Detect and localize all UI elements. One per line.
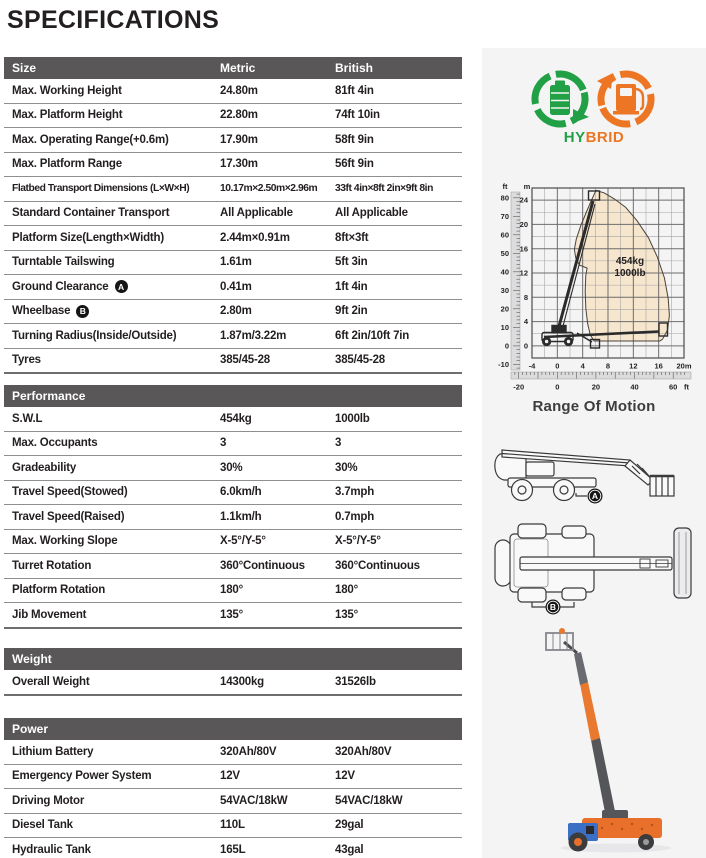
metric-value: 454kg — [220, 412, 252, 425]
spec-label: Tyres — [12, 354, 41, 367]
british-value: 1ft 4in — [335, 280, 368, 293]
product-photo — [494, 620, 694, 856]
weight-table-header — [4, 648, 462, 670]
chart-caption: Range Of Motion — [532, 398, 656, 415]
metric-value: 3 — [220, 437, 227, 450]
metric-value: 1.87m/3.22m — [220, 329, 287, 342]
metric-value: 2.80m — [220, 305, 252, 318]
side-view-diagram — [490, 438, 698, 514]
spec-label: Overall Weight — [12, 675, 90, 688]
spec-label: Turning Radius(Inside/Outside) — [12, 329, 177, 342]
weight-table — [4, 648, 462, 696]
table-row — [4, 670, 462, 696]
table-row — [4, 324, 462, 349]
svg-text:-10: -10 — [498, 359, 509, 369]
svg-text:50: 50 — [500, 248, 509, 258]
british-value: 1000lb — [335, 412, 370, 425]
svg-text:ft: ft — [502, 182, 508, 191]
svg-text:8: 8 — [523, 292, 528, 302]
spec-label: Travel Speed(Stowed) — [12, 486, 128, 499]
metric-value: 30% — [220, 461, 243, 474]
british-value: 360°Continuous — [335, 559, 420, 572]
spec-label: Wheelbase — [12, 305, 71, 318]
power-table — [4, 718, 462, 858]
spec-label: Turret Rotation — [12, 559, 92, 572]
metric-value: All Applicable — [220, 207, 293, 220]
spec-label: Platform Size(Length×Width) — [12, 231, 164, 244]
british-value: 30% — [335, 461, 358, 474]
marker-a — [588, 489, 603, 504]
spec-label: Max. Working Height — [12, 84, 122, 97]
page-title: SPECIFICATIONS — [7, 6, 220, 34]
metric-value: 12V — [220, 770, 240, 783]
table-row — [4, 407, 462, 432]
table-row — [4, 554, 462, 579]
hybrid-label — [564, 129, 625, 146]
svg-text:40: 40 — [630, 382, 639, 392]
spec-label: Max. Platform Height — [12, 109, 123, 122]
spec-label: Jib Movement — [12, 608, 87, 621]
section-title: Performance — [12, 389, 86, 403]
svg-text:20: 20 — [519, 220, 528, 230]
svg-text:20: 20 — [591, 382, 601, 392]
svg-text:m: m — [523, 182, 531, 191]
table-row — [4, 275, 462, 300]
british-value: 81ft 4in — [335, 84, 374, 97]
british-value: 3 — [335, 437, 342, 450]
spec-label: Travel Speed(Raised) — [12, 510, 125, 523]
boom-illustration — [546, 628, 618, 828]
section-title: Size — [12, 61, 37, 75]
metric-value: 14300kg — [220, 675, 264, 688]
fuel-pump-icon — [613, 84, 643, 115]
svg-text:12: 12 — [519, 268, 528, 278]
metric-value: 385/45-28 — [220, 354, 270, 367]
svg-text:-4: -4 — [528, 361, 536, 371]
british-value: 3.7mph — [335, 486, 375, 499]
svg-text:12: 12 — [629, 361, 638, 371]
metric-value: 180° — [220, 584, 243, 597]
svg-text:4: 4 — [523, 317, 528, 327]
performance-table-header — [4, 385, 462, 407]
svg-text:4: 4 — [580, 361, 585, 371]
british-value: 58ft 9in — [335, 133, 374, 146]
metric-value: 54VAC/18kW — [220, 794, 288, 807]
british-value: 135° — [335, 608, 358, 621]
table-row — [4, 838, 462, 858]
svg-text:0: 0 — [555, 382, 560, 392]
spec-label: Flatbed Transport Dimensions (L×W×H) — [12, 183, 190, 195]
table-row — [4, 153, 462, 178]
british-value: 0.7mph — [335, 510, 375, 523]
metric-value: 6.0km/h — [220, 486, 262, 499]
svg-text:B: B — [549, 602, 557, 613]
metric-value: 110L — [220, 819, 245, 832]
range-of-motion-chart — [482, 180, 706, 392]
metric-value: 10.17m×2.50m×2.96m — [220, 183, 318, 195]
table-row — [4, 79, 462, 104]
svg-text:0: 0 — [555, 361, 560, 371]
spec-label: Ground Clearance — [12, 280, 109, 293]
spec-label: Max. Platform Range — [12, 158, 122, 171]
svg-text:8: 8 — [605, 361, 611, 371]
power-table-header — [4, 718, 462, 740]
performance-table — [4, 385, 462, 629]
metric-value: 135° — [220, 608, 243, 621]
table-row — [4, 765, 462, 790]
metric-value: 2.44m×0.91m — [220, 231, 290, 244]
metric-value: 17.30m — [220, 158, 258, 171]
svg-text:A: A — [591, 491, 599, 502]
svg-text:60: 60 — [500, 230, 509, 240]
spec-label: Max. Working Slope — [12, 535, 118, 548]
top-view-diagram — [490, 516, 698, 616]
british-value: 33ft 4in×8ft 2in×9ft 8in — [335, 183, 433, 195]
british-value: 12V — [335, 770, 355, 783]
table-row — [4, 505, 462, 530]
spec-label: Emergency Power System — [12, 770, 152, 783]
metric-value: 320Ah/80V — [220, 745, 277, 758]
svg-text:-20: -20 — [513, 382, 525, 392]
spec-label: Driving Motor — [12, 794, 85, 807]
metric-value: X-5°/Y-5° — [220, 535, 266, 548]
british-column-header: British — [335, 61, 374, 75]
british-value: 31526lb — [335, 675, 376, 688]
british-value: 54VAC/18kW — [335, 794, 403, 807]
british-value: 43gal — [335, 843, 364, 856]
spec-label: Gradeability — [12, 461, 77, 474]
svg-text:80: 80 — [500, 193, 509, 203]
metric-value: 360°Continuous — [220, 559, 305, 572]
battery-icon — [550, 81, 570, 116]
spec-label: Standard Container Transport — [12, 207, 170, 220]
british-value: X-5°/Y-5° — [335, 535, 381, 548]
british-value: 9ft 2in — [335, 305, 368, 318]
svg-text:10: 10 — [500, 322, 509, 332]
spec-label: Lithium Battery — [12, 745, 94, 758]
table-row — [4, 349, 462, 375]
british-value: 74ft 10in — [335, 109, 380, 122]
metric-value: 1.61m — [220, 256, 252, 269]
metric-value: 0.41m — [220, 280, 252, 293]
metric-value: 165L — [220, 843, 246, 856]
table-row — [4, 789, 462, 814]
circle-b-badge: B — [76, 305, 89, 318]
hybrid-label-brid: BRID — [585, 129, 625, 146]
british-value: 8ft×3ft — [335, 231, 369, 244]
size-table-header — [4, 57, 462, 79]
section-title: Power — [12, 722, 49, 736]
table-row — [4, 740, 462, 765]
british-value: 385/45-28 — [335, 354, 385, 367]
metric-value: 17.90m — [220, 133, 258, 146]
svg-text:16: 16 — [519, 244, 528, 254]
spec-label: Turntable Tailswing — [12, 256, 115, 269]
hybrid-label-hy: HY — [563, 129, 586, 146]
table-row — [4, 481, 462, 506]
table-row — [4, 226, 462, 251]
table-row — [4, 814, 462, 839]
load-capacity-kg-label: 454kg — [615, 256, 645, 267]
table-row — [4, 432, 462, 457]
svg-text:20m: 20m — [676, 361, 692, 371]
svg-text:20: 20 — [500, 304, 509, 314]
svg-text:16: 16 — [654, 361, 663, 371]
table-row — [4, 530, 462, 555]
table-row — [4, 300, 462, 325]
svg-text:24: 24 — [519, 195, 528, 205]
british-value: 6ft 2in/10ft 7in — [335, 329, 410, 342]
table-row — [4, 456, 462, 481]
table-row — [4, 603, 462, 629]
metric-value: 22.80m — [220, 109, 258, 122]
spec-label: S.W.L — [12, 412, 43, 425]
table-row — [4, 251, 462, 276]
table-row — [4, 177, 462, 202]
svg-text:60: 60 — [668, 382, 678, 392]
table-row — [4, 579, 462, 604]
circle-a-badge: A — [115, 280, 128, 293]
svg-text:70: 70 — [500, 211, 509, 221]
table-row — [4, 128, 462, 153]
spec-label: Hydraulic Tank — [12, 843, 91, 856]
svg-text:30: 30 — [500, 285, 509, 295]
spec-label: Diesel Tank — [12, 819, 73, 832]
svg-text:ft: ft — [684, 382, 689, 392]
spec-label: Platform Rotation — [12, 584, 106, 597]
size-table — [4, 57, 462, 374]
metric-column-header: Metric — [220, 61, 256, 75]
side-panel — [482, 48, 706, 858]
spec-label: Max. Occupants — [12, 437, 98, 450]
british-value: 5ft 3in — [335, 256, 368, 269]
spec-label: Max. Operating Range(+0.6m) — [12, 133, 169, 146]
british-value: 56ft 9in — [335, 158, 374, 171]
table-row — [4, 104, 462, 129]
metric-value: 24.80m — [220, 84, 258, 97]
svg-text:40: 40 — [500, 267, 509, 277]
british-value: 29gal — [335, 819, 364, 832]
british-value: 180° — [335, 584, 358, 597]
marker-b — [546, 600, 561, 615]
table-row — [4, 202, 462, 227]
british-value: 320Ah/80V — [335, 745, 392, 758]
metric-value: 1.1km/h — [220, 510, 262, 523]
svg-text:0: 0 — [523, 341, 528, 351]
hybrid-logo — [514, 62, 674, 154]
svg-text:0: 0 — [504, 341, 509, 351]
section-title: Weight — [12, 652, 52, 666]
british-value: All Applicable — [335, 207, 408, 220]
load-capacity-lb-label: 1000lb — [614, 268, 646, 279]
